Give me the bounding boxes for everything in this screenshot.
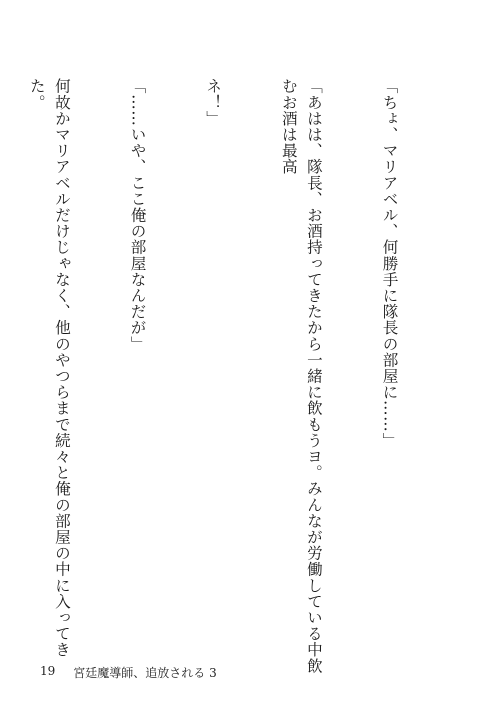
page-number: 19 [40, 664, 56, 678]
book-title: 宮廷魔導師、追放される 3 [73, 666, 217, 680]
text-line: 何故かマリアベルだけじゃなく、他のやつらまで続々と俺の部屋の中に入ってきた。 [27, 78, 71, 658]
text-line: 「あはは、隊長、お酒持ってきたから一緒に飲もうヨ。みんなが労働している中飲むお酒は最高 [279, 78, 323, 674]
body-text [0, 78, 452, 678]
text-line: ネ！」 [204, 78, 223, 127]
text-line: 「ちょ、マリアベル、何勝手に隊長の部屋に……」 [380, 78, 399, 449]
text-line: 「……いや、ここ俺の部屋なんだが」 [128, 78, 147, 352]
page-footer [40, 664, 217, 681]
